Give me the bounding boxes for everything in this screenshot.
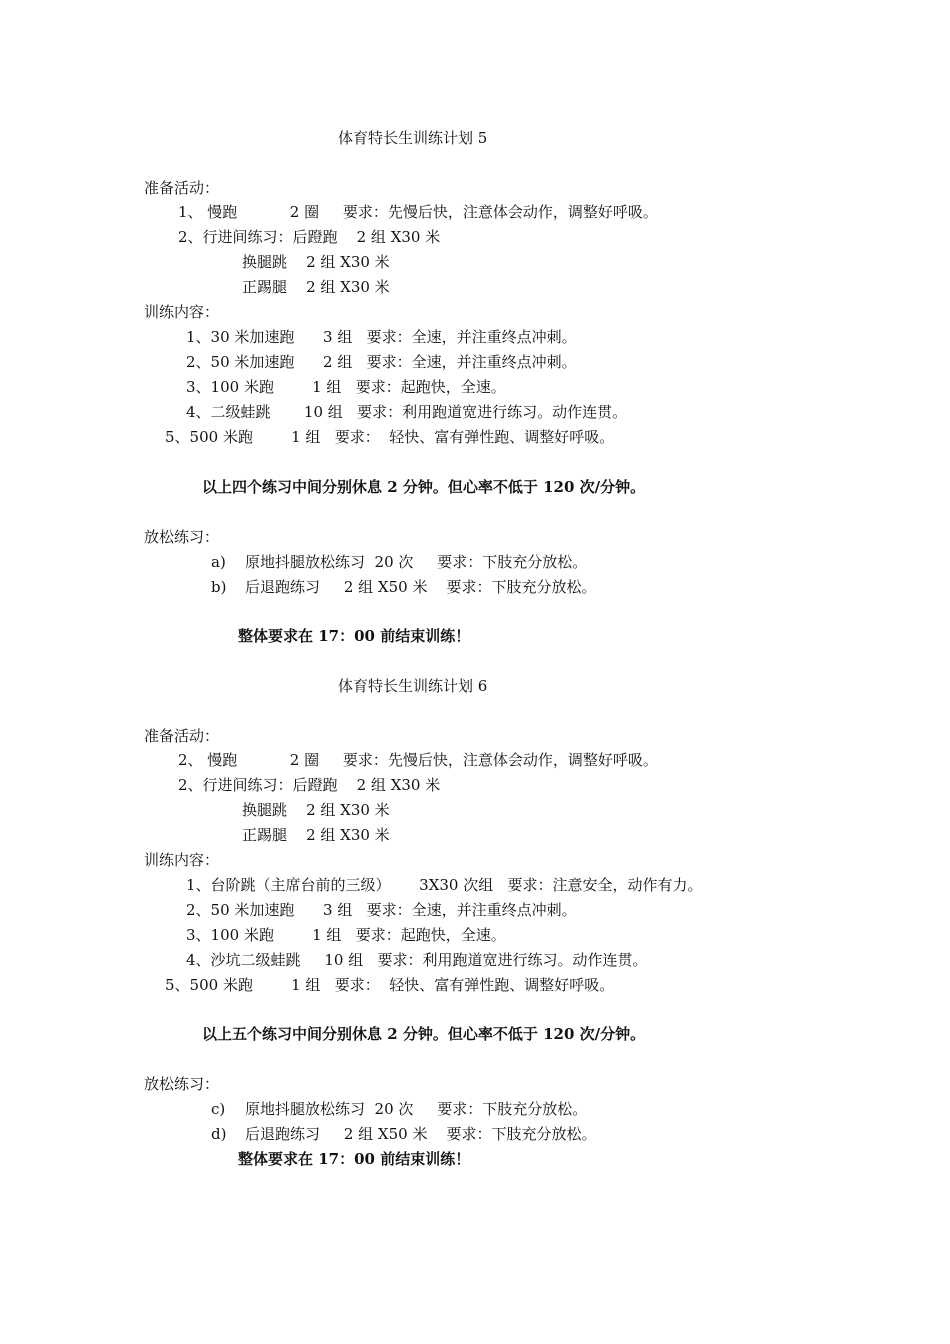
plan5-warmup-line: 换腿跳 2 组 X30 米 <box>242 253 390 271</box>
plan6-training-line: 4、沙坑二级蛙跳 10 组 要求：利用跑道宽进行练习。动作连贯。 <box>186 951 648 969</box>
plan5-rest-note: 以上四个练习中间分别休息 2 分钟。但心率不低于 120 次/分钟。 <box>202 478 646 496</box>
plan5-training-line: 5、500 米跑 1 组 要求： 轻快、富有弹性跑、调整好呼吸。 <box>165 428 615 446</box>
plan5-warmup-heading: 准备活动： <box>144 179 220 197</box>
plan5-warmup-line: 正踢腿 2 组 X30 米 <box>242 278 390 296</box>
plan6-cooldown-label: c) <box>211 1100 226 1118</box>
plan6-cooldown-text: 原地抖腿放松练习 20 次 要求：下肢充分放松。 <box>245 1100 588 1118</box>
plan5-training-line: 3、100 米跑 1 组 要求：起跑快，全速。 <box>186 378 506 396</box>
plan5-cooldown-label: a) <box>211 553 226 571</box>
plan6-training-line: 5、500 米跑 1 组 要求： 轻快、富有弹性跑、调整好呼吸。 <box>165 976 615 994</box>
plan6-warmup-line: 正踢腿 2 组 X30 米 <box>242 826 390 844</box>
plan6-warmup-line: 换腿跳 2 组 X30 米 <box>242 801 390 819</box>
plan5-final-note: 整体要求在 17：00 前结束训练！ <box>238 627 471 645</box>
plan5-warmup-line: 2、行进间练习：后蹬跑 2 组 X30 米 <box>178 228 441 246</box>
plan6-final-note: 整体要求在 17：00 前结束训练！ <box>238 1150 471 1168</box>
plan6-training-line: 1、台阶跳（主席台前的三级） 3X30 次组 要求：注意安全，动作有力。 <box>186 876 703 894</box>
plan5-training-heading: 训练内容： <box>144 303 220 321</box>
plan5-cooldown-text: 后退跑练习 2 组 X50 米 要求：下肢充分放松。 <box>245 578 597 596</box>
plan6-title: 体育特长生训练计划 6 <box>338 677 488 695</box>
plan6-cooldown-label: d) <box>211 1125 227 1143</box>
plan5-warmup-line: 1、 慢跑 2 圈 要求：先慢后快，注意体会动作，调整好呼吸。 <box>178 203 658 221</box>
plan6-rest-note: 以上五个练习中间分别休息 2 分钟。但心率不低于 120 次/分钟。 <box>202 1025 646 1043</box>
plan5-cooldown-label: b) <box>211 578 227 596</box>
plan5-training-line: 2、50 米加速跑 2 组 要求：全速，并注重终点冲刺。 <box>186 353 577 371</box>
plan6-training-heading: 训练内容： <box>144 851 220 869</box>
plan6-warmup-line: 2、 慢跑 2 圈 要求：先慢后快，注意体会动作，调整好呼吸。 <box>178 751 658 769</box>
plan6-training-line: 3、100 米跑 1 组 要求：起跑快，全速。 <box>186 926 506 944</box>
plan6-warmup-line: 2、行进间练习：后蹬跑 2 组 X30 米 <box>178 776 441 794</box>
plan6-cooldown-text: 后退跑练习 2 组 X50 米 要求：下肢充分放松。 <box>245 1125 597 1143</box>
plan5-training-line: 4、二级蛙跳 10 组 要求：利用跑道宽进行练习。动作连贯。 <box>186 403 628 421</box>
plan5-training-line: 1、30 米加速跑 3 组 要求：全速，并注重终点冲刺。 <box>186 328 577 346</box>
plan5-cooldown-text: 原地抖腿放松练习 20 次 要求：下肢充分放松。 <box>245 553 588 571</box>
plan5-title: 体育特长生训练计划 5 <box>338 129 488 147</box>
plan6-training-line: 2、50 米加速跑 3 组 要求：全速，并注重终点冲刺。 <box>186 901 577 919</box>
plan6-warmup-heading: 准备活动： <box>144 727 220 745</box>
plan5-cooldown-heading: 放松练习： <box>144 528 220 546</box>
plan6-cooldown-heading: 放松练习： <box>144 1075 220 1093</box>
